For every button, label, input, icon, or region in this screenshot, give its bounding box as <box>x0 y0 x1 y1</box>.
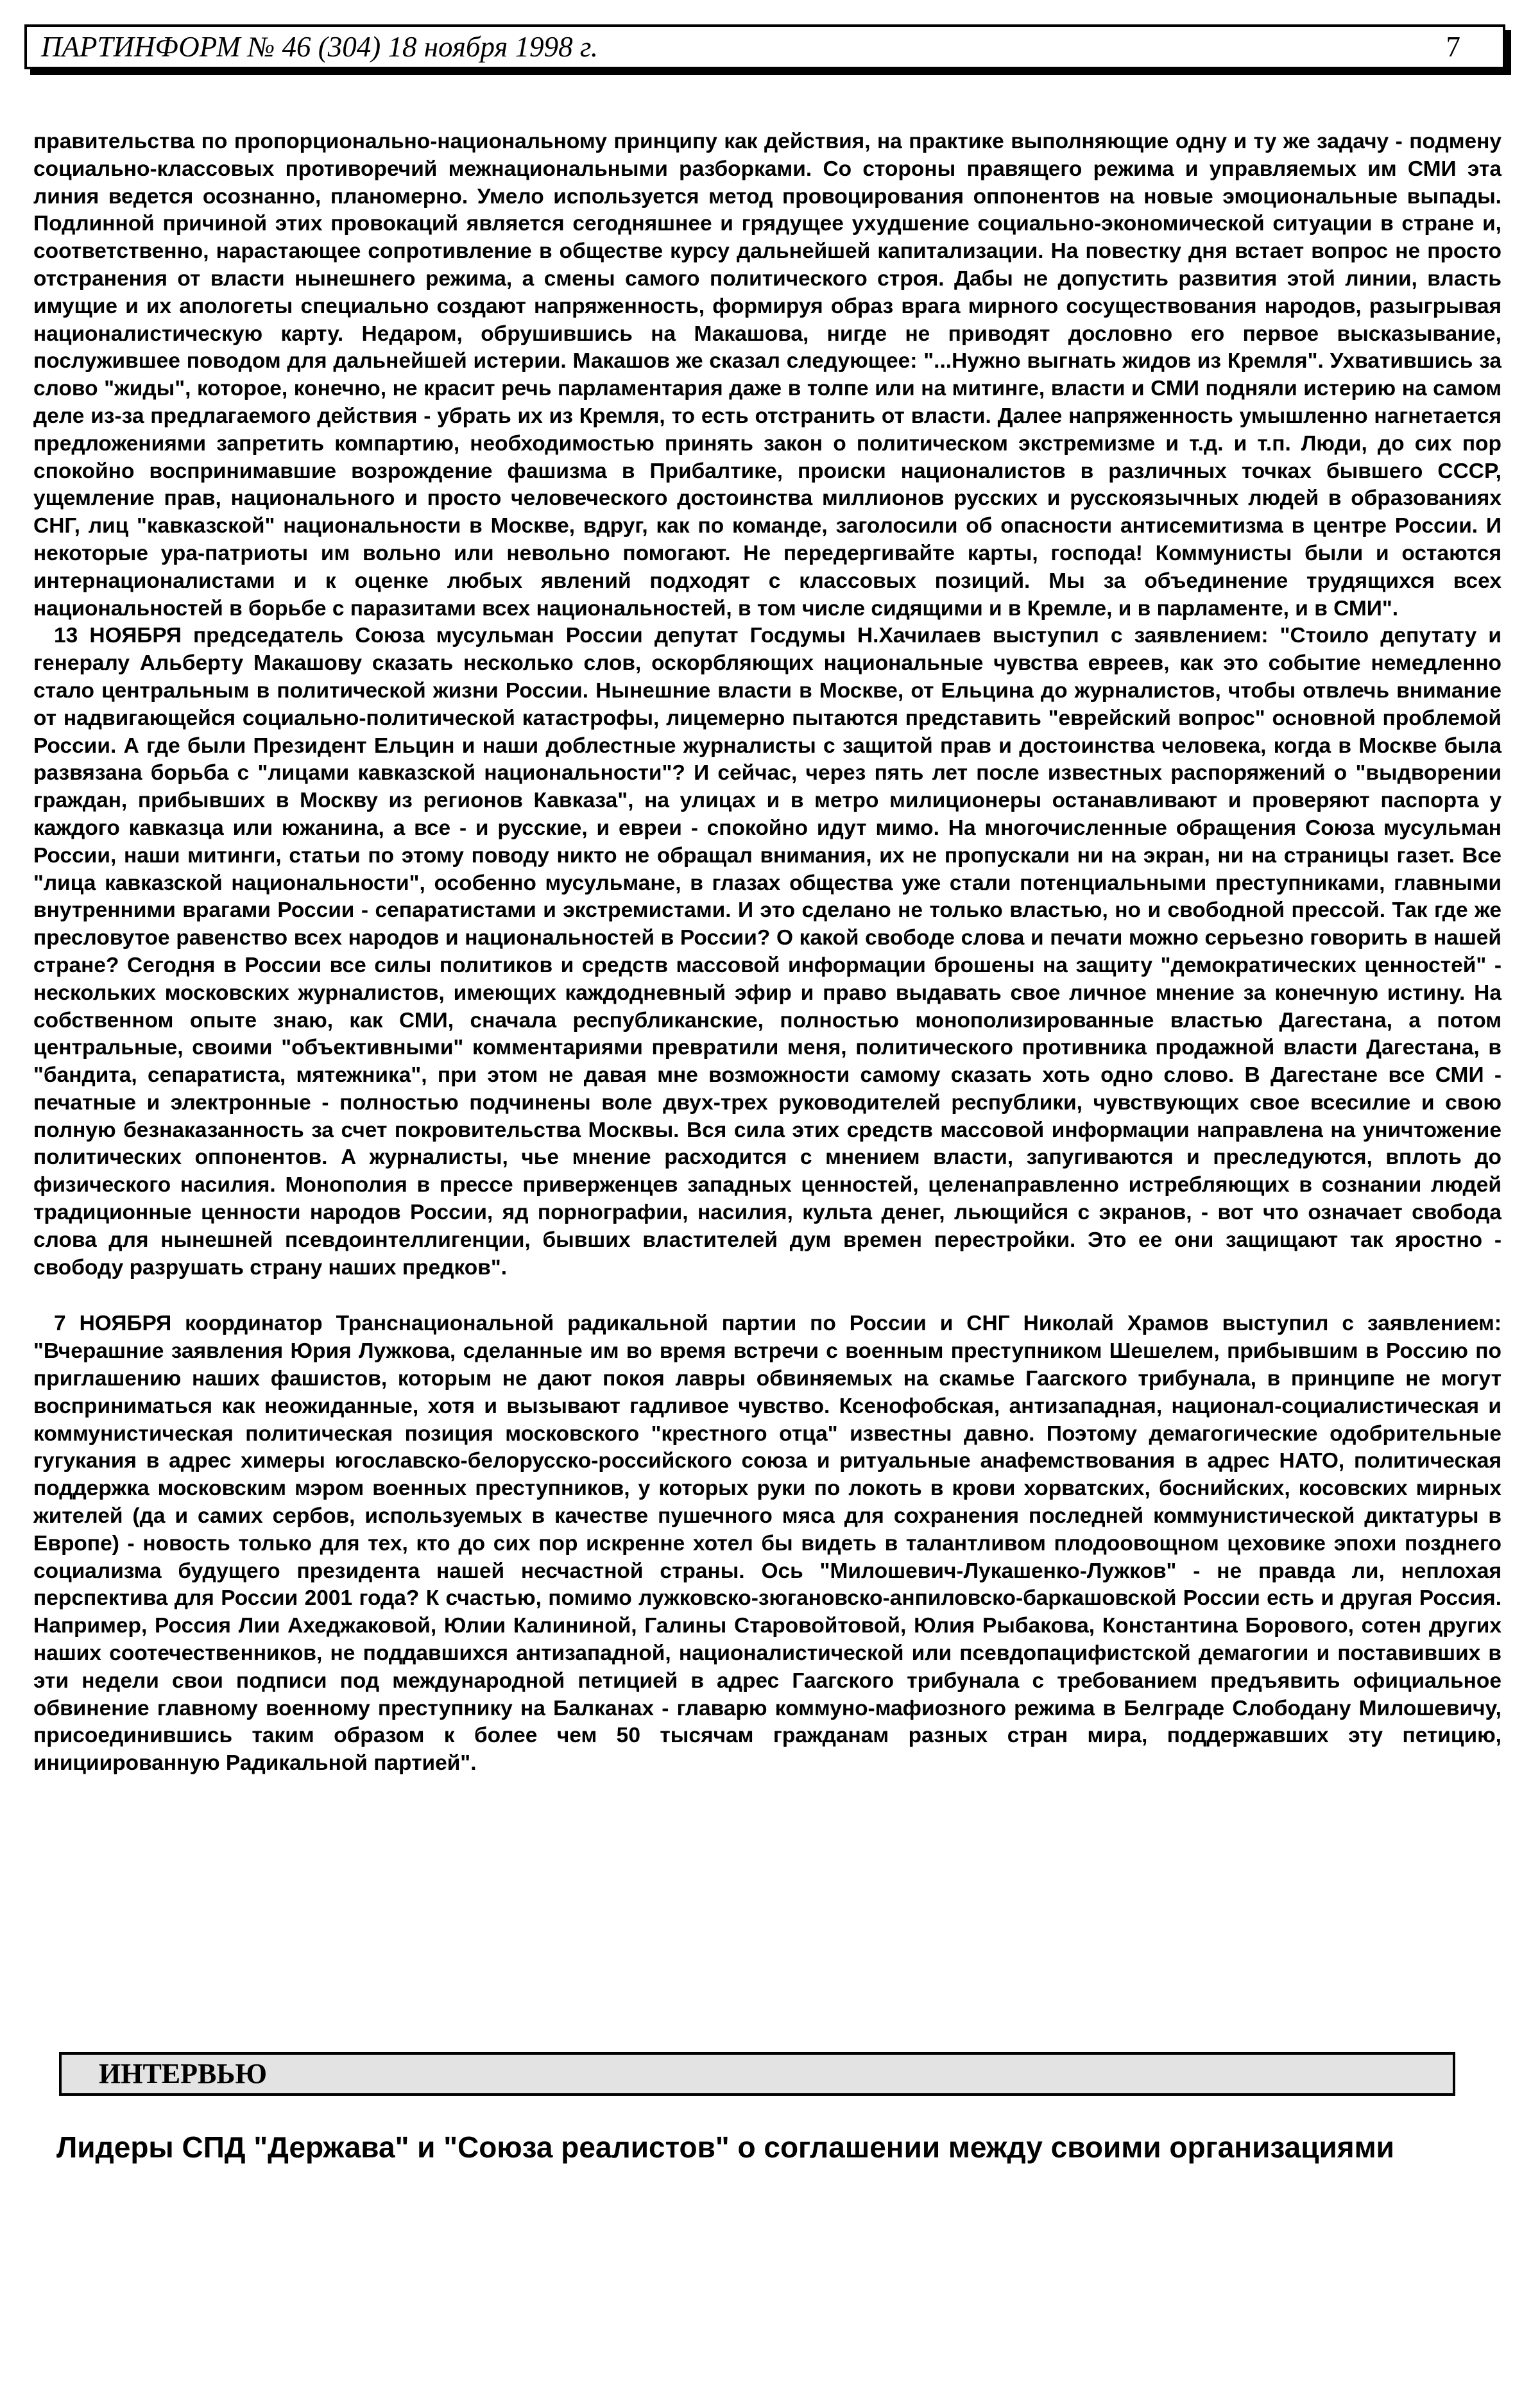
section-header <box>59 2052 1455 2096</box>
paragraph-continued: правительства по пропорционально-национальному принципу как действия, на практике выполняющие одну и ту же задачу - подмену социально-классовых противоречий межнациональными разборками. Со стороны правящего режима и управляемых им СМИ эта линия ведется осознанно, планомерно. Умело используется метод провоцирования оппонентов на новые эмоциональные выпады. Подлинной причиной этих провокаций является сегодняшнее и грядущее ухудшение социально-экономической ситуации в стране и, соответственно, нарастающее сопротивление в обществе курсу дальнейшей капитализации. На повестку дня встает вопрос не просто отстранения от власти нынешнего режима, а смены самого политического строя. Дабы не допустить развития этой линии, власть имущие и их апологеты специально создают напряженность, формируя образ врага мирного сосуществования народов, разыгрывая националистическую карту. Недаром, обрушившись на Макашова, нигде не приводят дословно его первое высказывание, послужившее поводом для дальнейшей истерии. Макашов же сказал следующее: "...Нужно выгнать жидов из Кремля". Ухватившись за слово "жиды", которое, конечно, не красит речь парламентария даже в толпе или на митинге, власти и СМИ подняли истерию на самом деле из-за предлагаемого действия - убрать их из Кремля, то есть отстранить от власти. Далее напряженность умышленно нагнетается предложениями запретить компартию, необходимостью принять закон о политическом экстремизме и т.д. и т.п. Люди, до сих пор спокойно воспринимавшие возрождение фашизма в Прибалтике, происки националистов в различных точках бывшего СССР, ущемление прав, национального и просто человеческого достоинства миллионов русских и русскоязычных людей в образованиях СНГ, лиц "кавказской" национальности в Москве, вдруг, как по команде, заголосили об опасности антисемитизма в центре России. И некоторые ура-патриоты им вольно или невольно помогают. Не передергивайте карты, господа! Коммунисты были и остаются интернационалистами и к оценке любых явлений подходят с классовых позиций. Мы за объединение трудящихся всех национальностей в борьбе с паразитами всех национальностей, в том числе сидящими и в Кремле, и в парламенте, и в СМИ". <box>33 130 1502 621</box>
paragraph-khachilaev: 13 НОЯБРЯ председатель Союза мусульман России депутат Госдумы Н.Хачилаев выступил с заявлением: "Стоило депутату и генералу Альберту Макашову сказать несколько слов, оскорбляющих национальные чувства евреев, как это событие немедленно стало центральным в политической жизни России. Нынешние власти в Москве, от Ельцина до журналистов, чтобы отвлечь внимание от надвигающейся социально-политической катастрофы, лицемерно пытаются представить "еврейский вопрос" основной проблемой России. А где были Президент Ельцин и наши доблестные журналисты с защитой прав и достоинства человека, когда в Москве была развязана борьба с "лицами кавказской национальности"? И сейчас, через пять лет после известных распоряжений о "выдворении граждан, прибывших в Москву из регионов Кавказа", на улицах и в метро милиционеры останавливают и проверяют паспорта у каждого кавказца или южанина, а все - и русские, и евреи - спокойно идут мимо. На многочисленные обращения Союза мусульман России, наши митинги, статьи по этому поводу никто не обращал внимания, их не пропускали ни на экран, ни на страницы газет. Все "лица кавказской национальности", особенно мусульмане, в глазах общества уже стали потенциальными преступниками, главными внутренними врагами России - сепаратистами и экстремистами. И это сделано не только властью, но и свободной прессой. Так где же пресловутое равенство всех народов и национальностей в России? О какой свободе слова и печати можно серьезно говорить в нашей стране? Сегодня в России все силы политиков и средств массовой информации брошены на защиту "демократических ценностей" - нескольких московских журналистов, имеющих каждодневный эфир и право выдавать свое личное мнение за конечную истину. На собственном опыте знаю, как СМИ, сначала республиканские, полностью монополизированные властью Дагестана, а потом центральные, своими "объективными" комментариями превратили меня, политического противника продажной власти Дагестана, в "бандита, сепаратиста, мятежника", при этом не давая мне возможности самому сказать хоть одно слово. В Дагестане все СМИ - печатные и электронные - полностью подчинены воле двух-трех руководителей республики, чувствующих свое всесилие и свою полную безнаказанность за счет покровительства Москвы. Вся сила этих средств массовой информации направлена на уничтожение политических оппонентов. А журналисты, чье мнение расходится с мнением власти, запугиваются и преследуются, вплоть до физического насилия. Монополия в прессе приверженцев западных ценностей, целенаправленно истребляющих в сознании людей традиционные ценности народов России, яд порнографии, насилия, культа денег, льющийся с экранов, - вот что означает свобода слова для нынешней псевдоинтеллигенции, бывших властителей дум времен перестройки. Это ее они защищают так яростно - свободу разрушать страну наших предков". <box>33 624 1502 1280</box>
article-title: Лидеры СПД "Держава" и "Союза реалистов" о соглашении между своими организациями <box>56 2130 1394 2164</box>
publication-title: ПАРТИНФОРМ № 46 (304) 18 ноября 1998 г. <box>41 31 599 63</box>
page-header <box>24 24 1505 69</box>
paragraph-khramov: 7 НОЯБРЯ координатор Транснациональной радикальной партии по России и СНГ Николай Храмов выступил с заявлением: "Вчерашние заявления Юрия Лужкова, сделанные им во время встречи с военным преступником Шешелем, прибывшим в Россию по приглашению наших фашистов, которым не дают покоя лавры обвиняемых на скамье Гаагского трибунала, в принципе не могут восприниматься как неожиданные, хотя и вызывают гадливое чувство. Ксенофобская, антизападная, национал-социалистическая и коммунистическая политическая позиция московского "крестного отца" известны давно. Поэтому демагогические одобрительные гугукания в адрес химеры югославско-белорусско-российского союза и ритуальные анафемствования в адрес НАТО, политическая поддержка московским мэром военных преступников, у которых руки по локоть в крови хорватских, боснийских, косовских мирных жителей (да и самих сербов, используемых в качестве пушечного мяса для сохранения последней коммунистической диктатуры в Европе) - новость только для тех, кто до сих пор искренне хотел бы видеть в талантливом плодоовощном цеховике эпохи позднего социализма будущего президента нашей несчастной страны. Ось "Милошевич-Лукашенко-Лужков" - не правда ли, неплохая перспектива для России 2001 года? К счастью, помимо лужковско-зюгановско-анпиловско-баркашовской России есть и другая Россия. Например, Россия Лии Ахеджаковой, Юлии Калининой, Галины Старовойтовой, Юлия Рыбакова, Константина Борового, сотен других наших соотечественников, не поддавшихся антизападной, националистической или псевдопацифистской демагогии и поставивших в эти недели свои подписи под международной петицией в адрес Гаагского трибунала с требованием предъявить официальное обвинение главному военному преступнику на Балканах - главарю коммуно-мафиозного режима в Белграде Слободану Милошевичу, присоединившись таким образом к более чем 50 тысячам гражданам разных стран мира, поддержавших эту петицию, инициированную Радикальной партией". <box>33 1312 1502 1776</box>
page-number: 7 <box>1446 31 1460 63</box>
section-label: ИНТЕРВЬЮ <box>99 2058 268 2089</box>
article-body <box>33 128 1502 1778</box>
